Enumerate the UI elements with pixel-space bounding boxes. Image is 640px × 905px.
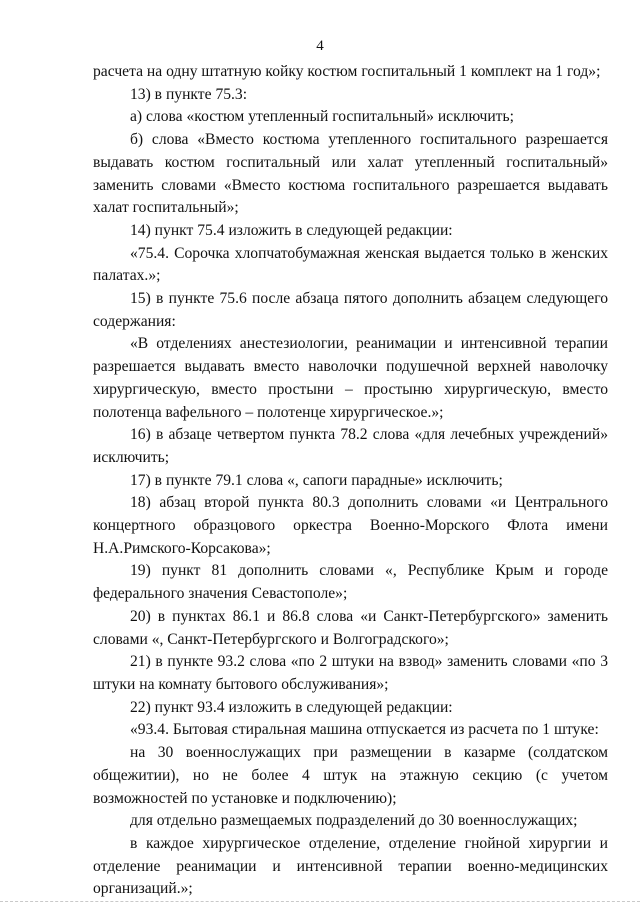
- page-bottom-edge: [0, 901, 640, 905]
- paragraph-item-13a: а) слова «костюм утепленный госпитальный» исключить;: [130, 108, 514, 126]
- page-number: 4: [316, 38, 324, 54]
- paragraph-item-13: 13) в пункте 75.3:: [130, 85, 248, 103]
- paragraph-quote-93-4: «93.4. Бытовая стиральная машина отпускается из расчета по 1 штуке:: [130, 721, 599, 739]
- paragraph-item-18: 18) абзац второй пункта 80.3 дополнить словами «и Центрального концертного образцового оркестра Военно-Морского Флота имени Н.А.Римского-Корсакова»;: [93, 494, 608, 557]
- paragraph-item-16: 16) в абзаце четвертом пункта 78.2 слова «для лечебных учреждений» исключить;: [93, 426, 608, 466]
- paragraph-quote-93-4-units: для отдельно размещаемых подразделений до 30 военнослужащих;: [130, 812, 578, 830]
- paragraph-item-13b: б) слова «Вместо костюма утепленного госпитального разрешается выдавать костюм госпитальный или халат утепленный госпитальный» заменить словами «Вместо костюма госпитального разрешается выдавать халат госпитальный»;: [93, 131, 608, 217]
- document-body: [93, 61, 608, 901]
- paragraph-item-14: 14) пункт 75.4 изложить в следующей редакции:: [130, 221, 453, 239]
- paragraph-item-17: 17) в пункте 79.1 слова «, сапоги парадные» исключить;: [130, 471, 503, 489]
- paragraph-item-20: 20) в пунктах 86.1 и 86.8 слова «и Санкт-Петербургского» заменить словами «, Санкт-Петербургского и Волгоградского»;: [93, 607, 608, 648]
- paragraph-continuation: расчета на одну штатную койку костюм госпитальный 1 комплект на 1 год»;: [93, 63, 601, 80]
- paragraph-quote-93-4-surgery: в каждое хирургическое отделение, отделение гнойной хирургии и отделение реанимации и интенсивной терапии военно-медицинских организаций.»;: [93, 834, 608, 898]
- paragraph-item-21: 21) в пункте 93.2 слова «по 2 штуки на взвод» заменить словами «по 3 штуки на комнату бытового обслуживания»;: [93, 653, 608, 693]
- paragraph-quote-93-4-barracks: на 30 военнослужащих при размещении в казарме (солдатском общежитии), но не более 4 штук на этажную секцию (с учетом возможностей по установке и подключению);: [93, 744, 608, 807]
- paragraph-item-19: 19) пункт 81 дополнить словами «, Республике Крым и городе федерального значения Севастополе»;: [93, 562, 608, 603]
- paragraph-quote-75-6: «В отделениях анестезиологии, реанимации и интенсивной терапии разрешается выдавать вместо наволочки подушечной верхней наволочку хирургическую, вместо простыни – простыню хирургическую, вместо полотенца вафельного – полотенце хирургическое.»;: [93, 335, 608, 421]
- paragraph-quote-75-4: «75.4. Сорочка хлопчатобумажная женская выдается только в женских палатах.»;: [93, 244, 608, 285]
- paragraph-item-22: 22) пункт 93.4 изложить в следующей редакции:: [130, 698, 453, 716]
- paragraph-item-15: 15) в пункте 75.6 после абзаца пятого дополнить абзацем следующего содержания:: [93, 290, 608, 330]
